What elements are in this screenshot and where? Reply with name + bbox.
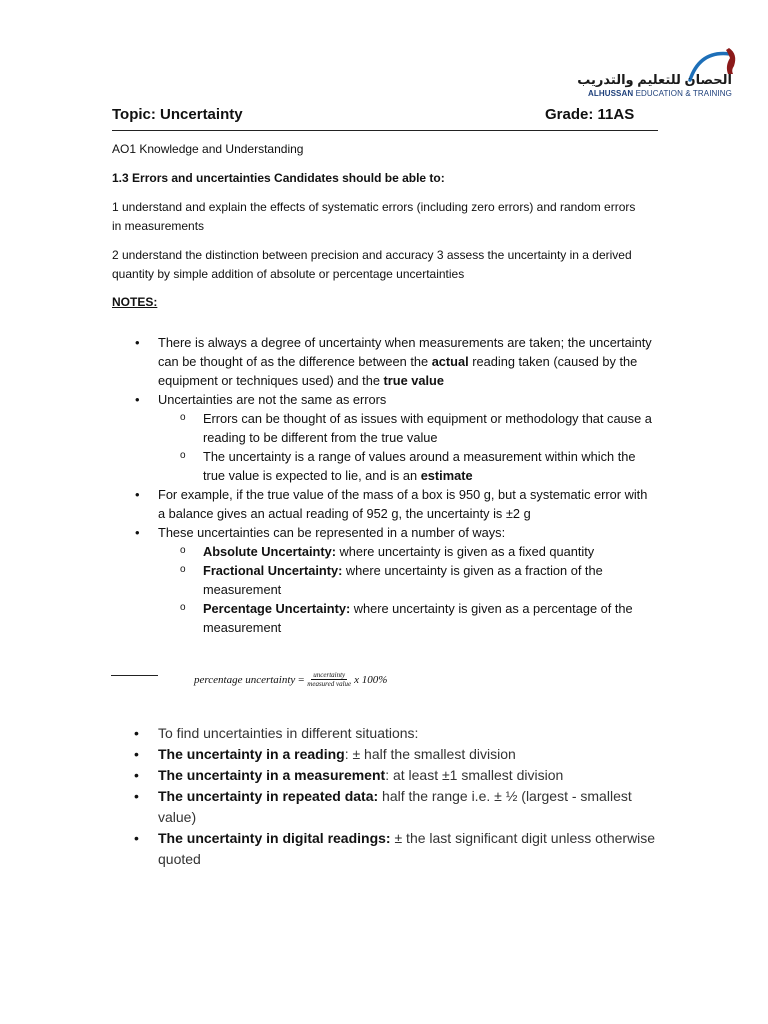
notes-heading: NOTES: xyxy=(112,295,158,309)
notes-list xyxy=(112,333,657,637)
situations-list xyxy=(112,723,657,870)
list-item: • The uncertainty in a reading: ± half the smallest division xyxy=(112,744,657,765)
formula-rule xyxy=(111,675,158,676)
list-item: • The uncertainty in repeated data: half the range i.e. ± ½ (largest - smallest value) xyxy=(112,786,657,828)
topic-title: Topic: Uncertainty xyxy=(112,106,243,123)
sub-list-item: o Fractional Uncertainty: where uncertainty is given as a fraction of the measurement xyxy=(112,561,657,599)
sub-list-item: o Percentage Uncertainty: where uncertainty is given as a percentage of the measurement xyxy=(112,599,657,637)
objective-1: 1 understand and explain the effects of systematic errors (including zero errors) and random errors in measurements xyxy=(112,200,636,233)
list-item: • The uncertainty in digital readings: ± the last significant digit unless otherwise quoted xyxy=(112,828,657,870)
header-divider xyxy=(112,130,658,131)
percentage-uncertainty-formula: percentage uncertainty = $\frac{\text{uncertainty}}{\text{measured value}}$ x 100% xyxy=(194,671,388,688)
list-item: • There is always a degree of uncertainty when measurements are taken; the uncertainty can be thought of as the difference between the actual reading taken (caused by the equipment or techniques used) and the true value xyxy=(112,333,657,390)
list-item: • To find uncertainties in different situations: xyxy=(112,723,657,744)
section-heading: 1.3 Errors and uncertainties Candidates should be able to: xyxy=(112,171,445,185)
objective-2: 2 understand the distinction between precision and accuracy 3 assess the uncertainty in a derived quantity by simple addition of absolute or percentage uncertainties xyxy=(112,248,632,281)
sub-list-item: o The uncertainty is a range of values around a measurement within which the true value is expected to lie, and is an estimate xyxy=(112,447,657,485)
logo-english-text: ALHUSSAN EDUCATION & TRAINING xyxy=(588,89,732,98)
sub-list-item: o Absolute Uncertainty: where uncertainty is given as a fixed quantity xyxy=(112,542,657,561)
list-item: • For example, if the true value of the mass of a box is 950 g, but a systematic error with a balance gives an actual reading of 952 g, the uncertainty is ±2 g xyxy=(112,485,657,523)
list-item: • These uncertainties can be represented in a number of ways: o Absolute Uncertainty: where uncertainty is given as a fixed quantity o Fractional Uncertainty: where uncertainty is given as a fraction of the measurement o Percentage Uncertainty: where uncertainty is given as a percentage of the measurement xyxy=(112,523,657,637)
list-item: • The uncertainty in a measurement: at least ±1 smallest division xyxy=(112,765,657,786)
formula-fraction: $\frac{\text{uncertainty}}{\text{measured value}}$ xyxy=(307,671,352,688)
sub-list-item: o Errors can be thought of as issues with equipment or methodology that cause a reading to be different from the true value xyxy=(112,409,657,447)
ao1-heading: AO1 Knowledge and Understanding xyxy=(112,142,304,156)
logo-arabic-text: الحصان للتعليم والتدريب xyxy=(577,72,732,87)
grade-label: Grade: 11AS xyxy=(545,106,635,123)
list-item: • Uncertainties are not the same as errors o Errors can be thought of as issues with equipment or methodology that cause a reading to be different from the true value o The uncertainty is a range of values around a measurement within which the true value is expected to lie, and is an estimate xyxy=(112,390,657,485)
alhussan-logo xyxy=(577,44,738,100)
